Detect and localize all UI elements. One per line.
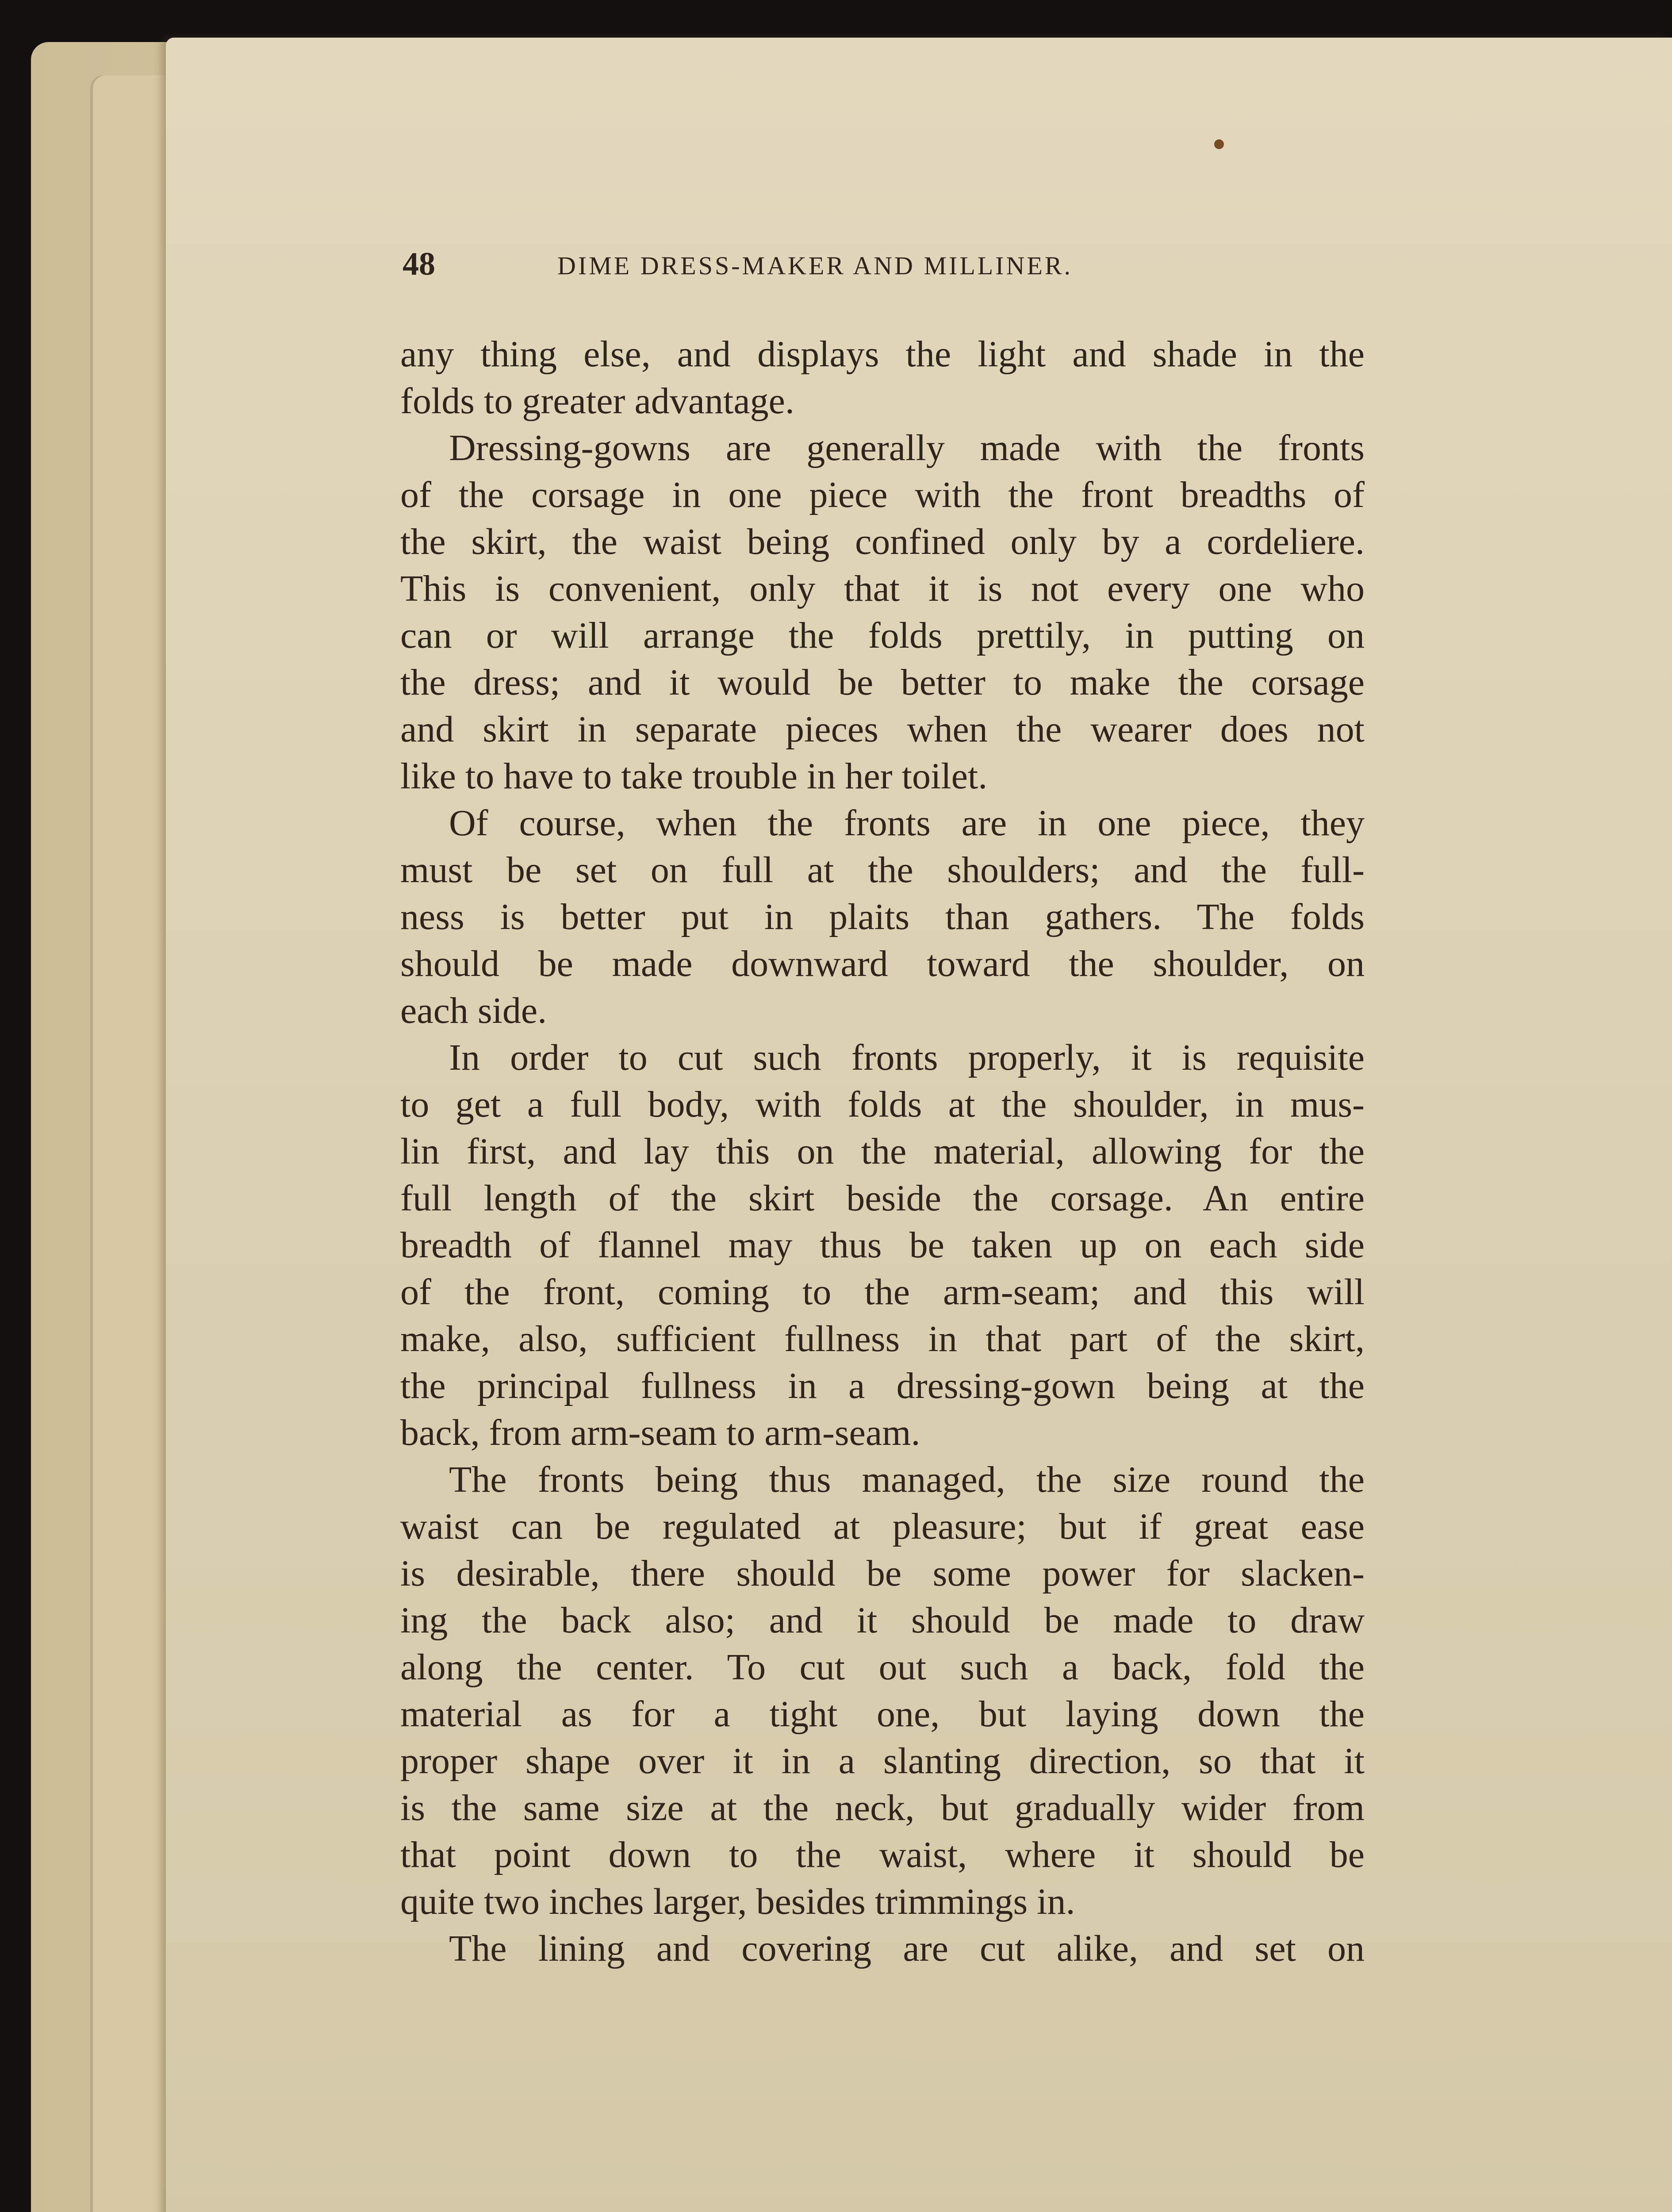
text-line: each side. (400, 990, 547, 1031)
text-line: ing the back also; and it should be made to draw (400, 1600, 1365, 1641)
text-line: is the same size at the neck, but gradually wider from (400, 1787, 1365, 1828)
text-line: Of course, when the fronts are in one piece, they (449, 803, 1365, 844)
text-line: make, also, sufficient fullness in that part of the skirt, (400, 1318, 1365, 1359)
text-line: In order to cut such fronts properly, it is requisite (449, 1037, 1365, 1078)
text-line: must be set on full at the shoulders; and the full- (400, 849, 1365, 891)
ink-speck-top (1214, 139, 1224, 149)
text-line: is desirable, there should be some power for slacken- (400, 1553, 1365, 1594)
text-line: The lining and covering are cut alike, and set on (449, 1928, 1365, 1969)
text-line: that point down to the waist, where it should be (400, 1834, 1365, 1875)
text-line: breadth of flannel may thus be taken up on each side (400, 1225, 1365, 1266)
text-line: can or will arrange the folds prettily, in putting on (400, 615, 1365, 656)
text-line: should be made downward toward the shoulder, on (400, 943, 1365, 984)
text-line: back, from arm-seam to arm-seam. (400, 1412, 920, 1453)
text-line: to get a full body, with folds at the shoulder, in mus- (400, 1084, 1365, 1125)
text-line: quite two inches larger, besides trimmings in. (400, 1881, 1075, 1922)
text-line: any thing else, and displays the light and shade in the (400, 334, 1365, 375)
text-line: Dressing-gowns are generally made with the fronts (449, 427, 1365, 469)
text-line: and skirt in separate pieces when the wearer does not (400, 709, 1365, 750)
text-line: the dress; and it would be better to make the corsage (400, 662, 1365, 703)
text-line: proper shape over it in a slanting direction, so that it (400, 1740, 1365, 1782)
text-line: of the front, coming to the arm-seam; and this will (400, 1271, 1365, 1313)
text-line: The fronts being thus managed, the size round the (449, 1459, 1365, 1500)
text-line: the skirt, the waist being confined only by a cordeliere. (400, 521, 1365, 562)
text-line: along the center. To cut out such a back, fold the (400, 1647, 1365, 1688)
text-line: This is convenient, only that it is not every one who (400, 568, 1365, 609)
text-line: ness is better put in plaits than gathers. The folds (400, 896, 1365, 937)
text-line: material as for a tight one, but laying down the (400, 1694, 1365, 1735)
text-line: waist can be regulated at pleasure; but if great ease (400, 1506, 1365, 1547)
running-head: DIME DRESS-MAKER AND MILLINER. (557, 251, 1073, 280)
text-line: full length of the skirt beside the corsage. An entire (400, 1178, 1365, 1219)
page-number: 48 (403, 246, 435, 282)
text-line: of the corsage in one piece with the front breadths of (400, 474, 1365, 515)
text-line: the principal fullness in a dressing-gown being at the (400, 1365, 1365, 1406)
text-line: like to have to take trouble in her toilet. (400, 756, 988, 797)
body-text (400, 331, 1365, 1972)
text-line: folds to greater advantage. (400, 380, 794, 422)
text-line: lin first, and lay this on the material, allowing for the (400, 1131, 1365, 1172)
page-header (403, 246, 1367, 285)
